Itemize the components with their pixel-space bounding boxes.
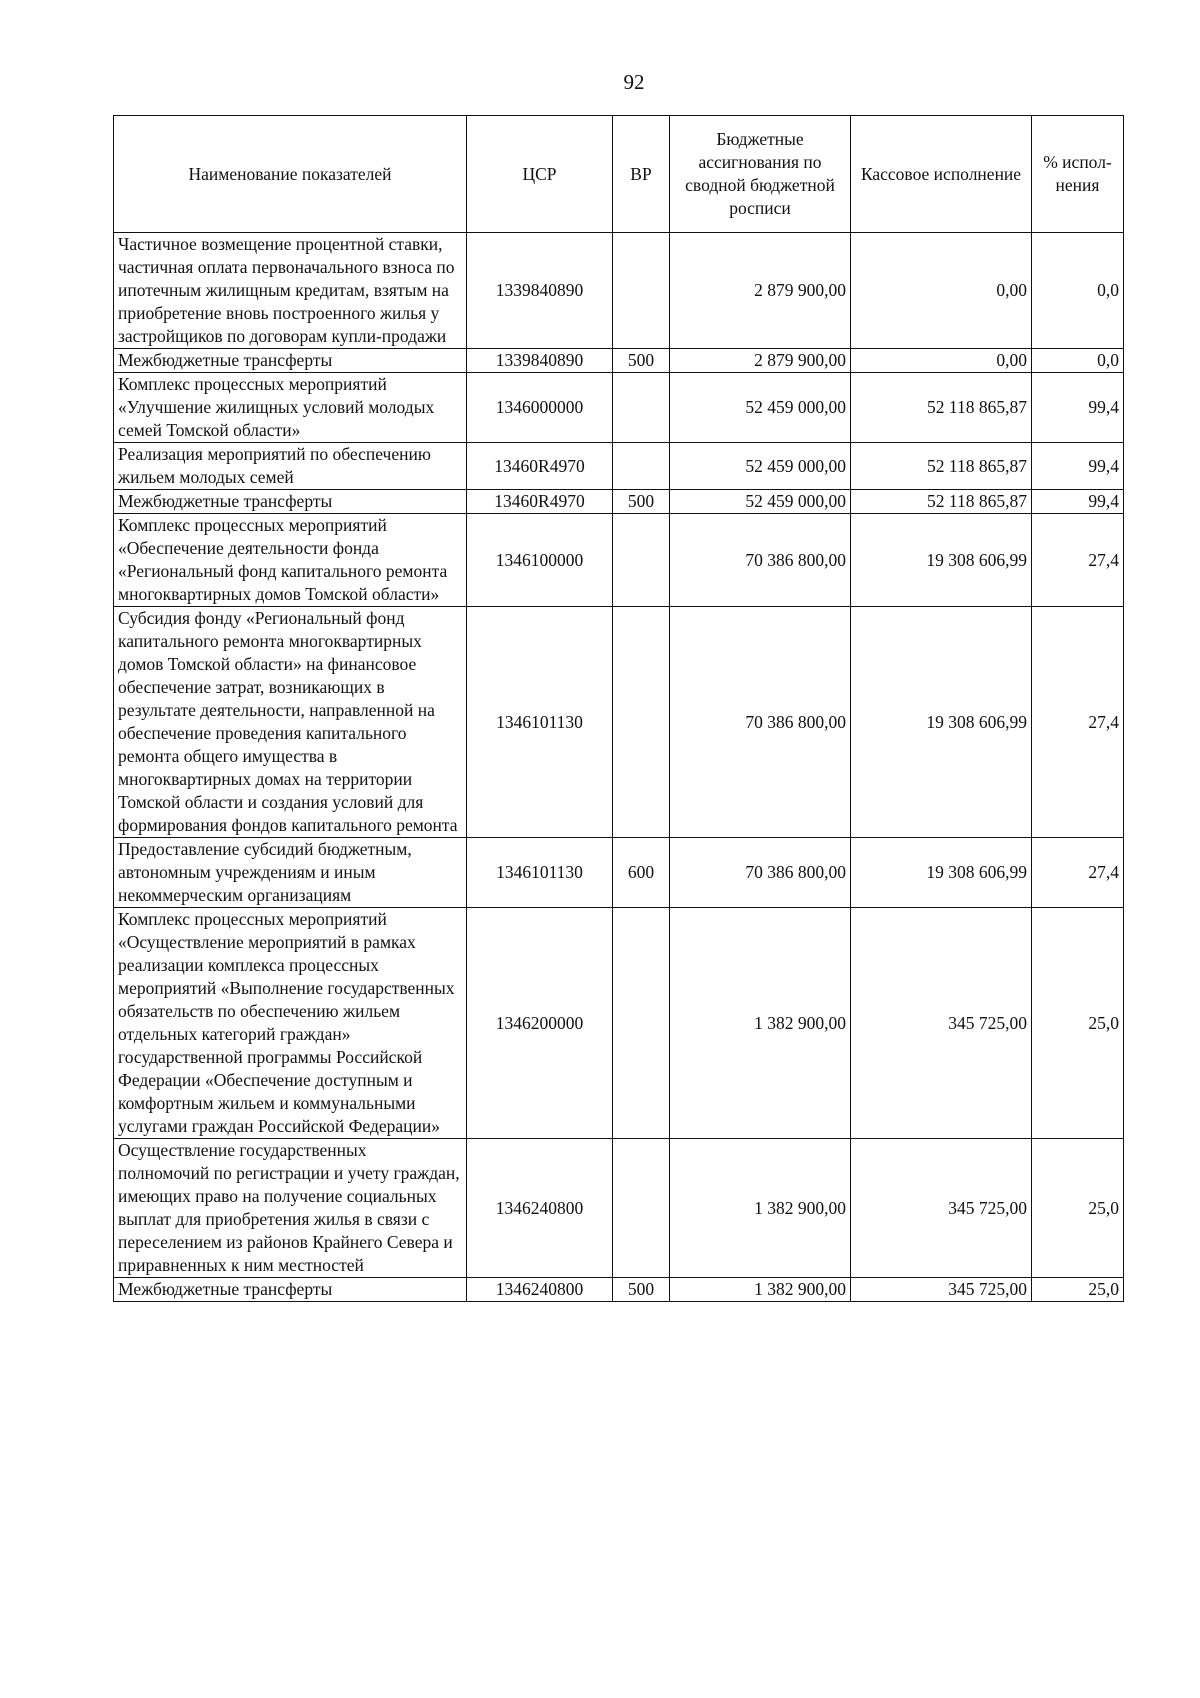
row-vr xyxy=(613,908,670,1139)
row-cash-execution: 52 118 865,87 xyxy=(851,373,1032,443)
row-cash-execution: 345 725,00 xyxy=(851,908,1032,1139)
row-csr: 1346100000 xyxy=(467,514,613,607)
row-name: Осуществление государственных полномочий по регистрации и учету граждан, имеющих право на получение социальных выплат для приобретения жилья в связи с переселением из районов Крайнего Севера и приравненных к ним местностей xyxy=(114,1139,467,1278)
row-percent: 27,4 xyxy=(1032,514,1124,607)
table-row xyxy=(114,373,1124,443)
row-vr: 500 xyxy=(613,490,670,514)
table-row xyxy=(114,490,1124,514)
row-percent: 25,0 xyxy=(1032,1278,1124,1302)
table-row xyxy=(114,349,1124,373)
header-vr: ВР xyxy=(613,116,670,233)
row-csr: 1339840890 xyxy=(467,233,613,349)
row-assignments: 52 459 000,00 xyxy=(670,443,851,490)
row-vr xyxy=(613,233,670,349)
row-csr: 1346240800 xyxy=(467,1278,613,1302)
row-vr xyxy=(613,607,670,838)
row-assignments: 2 879 900,00 xyxy=(670,349,851,373)
row-csr: 1346101130 xyxy=(467,838,613,908)
budget-execution-table xyxy=(113,115,1124,1302)
row-assignments: 52 459 000,00 xyxy=(670,373,851,443)
row-vr xyxy=(613,373,670,443)
row-csr: 13460R4970 xyxy=(467,490,613,514)
row-assignments: 70 386 800,00 xyxy=(670,514,851,607)
table-row xyxy=(114,838,1124,908)
row-percent: 25,0 xyxy=(1032,908,1124,1139)
row-csr: 1339840890 xyxy=(467,349,613,373)
row-csr: 1346101130 xyxy=(467,607,613,838)
row-percent: 99,4 xyxy=(1032,373,1124,443)
row-cash-execution: 19 308 606,99 xyxy=(851,838,1032,908)
row-csr: 13460R4970 xyxy=(467,443,613,490)
row-cash-execution: 0,00 xyxy=(851,349,1032,373)
row-csr: 1346000000 xyxy=(467,373,613,443)
table-row xyxy=(114,443,1124,490)
row-name: Реализация мероприятий по обеспечению жильем молодых семей xyxy=(114,443,467,490)
row-assignments: 1 382 900,00 xyxy=(670,908,851,1139)
row-cash-execution: 345 725,00 xyxy=(851,1278,1032,1302)
row-assignments: 1 382 900,00 xyxy=(670,1139,851,1278)
row-name: Комплекс процессных мероприятий «Осуществление мероприятий в рамках реализации комплекса процессных мероприятий «Выполнение государственных обязательств по обеспечению жильем отдельных категорий граждан» государственной программы Российской Федерации «Обеспечение доступным и комфортным жильем и коммунальными услугами граждан Российской Федерации» xyxy=(114,908,467,1139)
row-name: Межбюджетные трансферты xyxy=(114,1278,467,1302)
row-percent: 27,4 xyxy=(1032,607,1124,838)
row-percent: 0,0 xyxy=(1032,349,1124,373)
row-vr xyxy=(613,1139,670,1278)
table-header-row xyxy=(114,116,1124,233)
row-assignments: 52 459 000,00 xyxy=(670,490,851,514)
header-cash-execution: Кассовое исполнение xyxy=(851,116,1032,233)
row-name: Межбюджетные трансферты xyxy=(114,349,467,373)
row-cash-execution: 52 118 865,87 xyxy=(851,443,1032,490)
row-assignments: 2 879 900,00 xyxy=(670,233,851,349)
row-name: Предоставление субсидий бюджетным, автономным учреждениям и иным некоммерческим организациям xyxy=(114,838,467,908)
row-name: Комплекс процессных мероприятий «Обеспечение деятельности фонда «Региональный фонд капитального ремонта многоквартирных домов Томской области» xyxy=(114,514,467,607)
row-percent: 0,0 xyxy=(1032,233,1124,349)
row-percent: 99,4 xyxy=(1032,443,1124,490)
header-assignments: Бюджетные ассигнования по сводной бюджетной росписи xyxy=(670,116,851,233)
row-vr xyxy=(613,443,670,490)
row-assignments: 1 382 900,00 xyxy=(670,1278,851,1302)
row-vr: 600 xyxy=(613,838,670,908)
row-percent: 25,0 xyxy=(1032,1139,1124,1278)
header-csr: ЦСР xyxy=(467,116,613,233)
row-name: Субсидия фонду «Региональный фонд капитального ремонта многоквартирных домов Томской области» на финансовое обеспечение затрат, возникающих в результате деятельности, направленной на обеспечение проведения капитального ремонта общего имущества в многоквартирных домах на территории Томской области и создания условий для формирования фондов капитального ремонта xyxy=(114,607,467,838)
row-cash-execution: 345 725,00 xyxy=(851,1139,1032,1278)
row-name: Частичное возмещение процентной ставки, частичная оплата первоначального взноса по ипотечным жилищным кредитам, взятым на приобретение вновь построенного жилья у застройщиков по договорам купли-продажи xyxy=(114,233,467,349)
header-percent-execution: % испол-нения xyxy=(1032,116,1124,233)
header-name: Наименование показателей xyxy=(114,116,467,233)
row-vr: 500 xyxy=(613,349,670,373)
row-cash-execution: 0,00 xyxy=(851,233,1032,349)
row-name: Межбюджетные трансферты xyxy=(114,490,467,514)
row-name: Комплекс процессных мероприятий «Улучшение жилищных условий молодых семей Томской области» xyxy=(114,373,467,443)
row-vr: 500 xyxy=(613,1278,670,1302)
row-cash-execution: 52 118 865,87 xyxy=(851,490,1032,514)
row-assignments: 70 386 800,00 xyxy=(670,838,851,908)
row-cash-execution: 19 308 606,99 xyxy=(851,607,1032,838)
row-vr xyxy=(613,514,670,607)
table-row xyxy=(114,1278,1124,1302)
table-row xyxy=(114,514,1124,607)
row-cash-execution: 19 308 606,99 xyxy=(851,514,1032,607)
page-number: 92 xyxy=(623,70,645,94)
row-percent: 99,4 xyxy=(1032,490,1124,514)
row-csr: 1346240800 xyxy=(467,1139,613,1278)
table-row xyxy=(114,908,1124,1139)
table-row xyxy=(114,607,1124,838)
row-assignments: 70 386 800,00 xyxy=(670,607,851,838)
table-row xyxy=(114,233,1124,349)
row-csr: 1346200000 xyxy=(467,908,613,1139)
row-percent: 27,4 xyxy=(1032,838,1124,908)
table-row xyxy=(114,1139,1124,1278)
